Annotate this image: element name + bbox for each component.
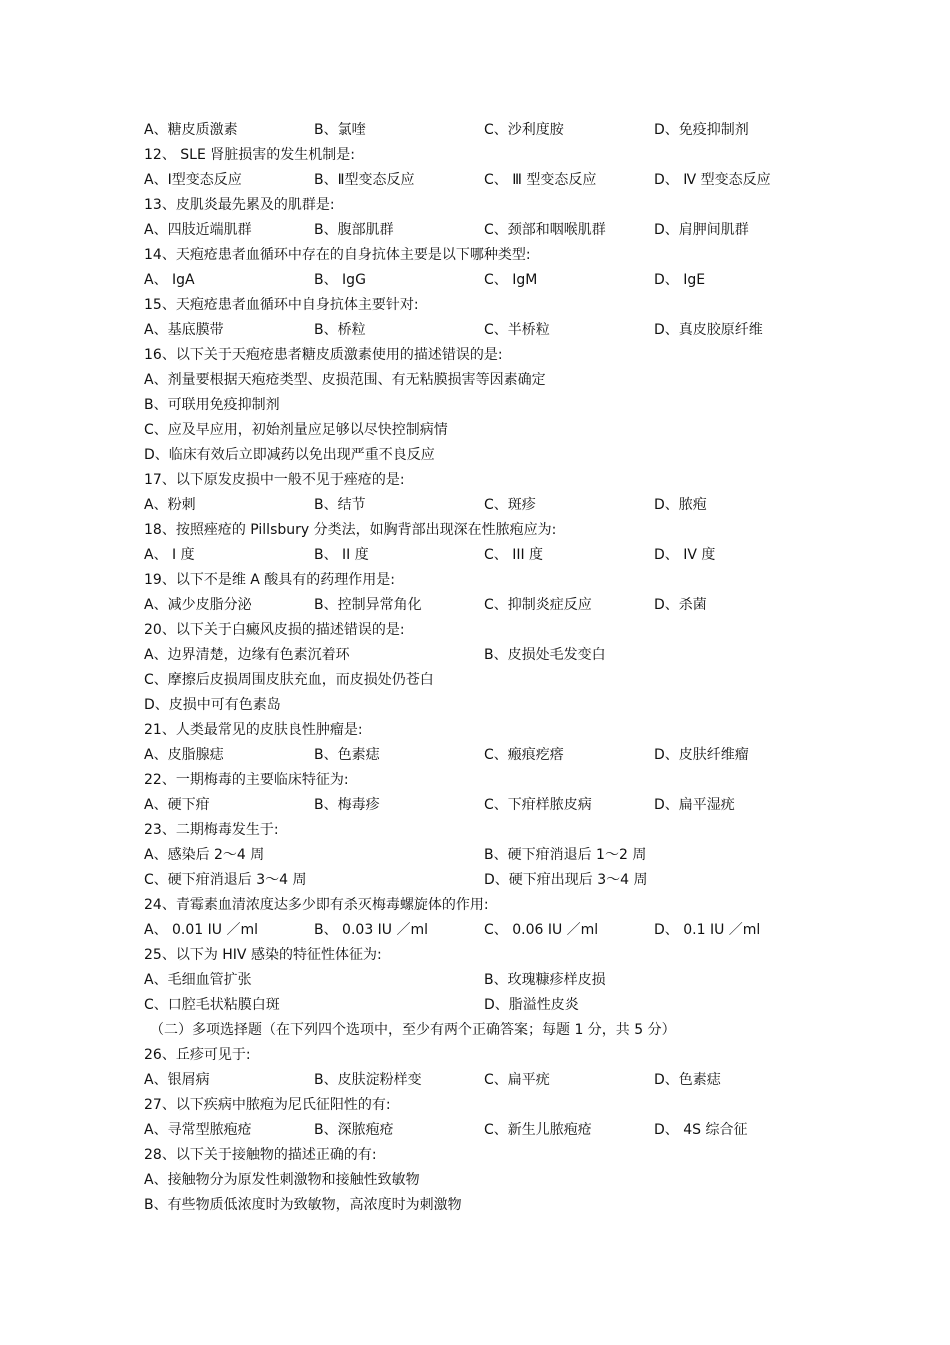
q13-options (144, 218, 844, 243)
q27-stem: 27、以下疾病中脓疱为尼氏征阳性的有: (144, 1097, 391, 1113)
q15-option-a: A、基底膜带 (144, 322, 224, 338)
q17-option-a: A、粉刺 (144, 497, 196, 513)
q19-option-d: D、杀菌 (654, 597, 707, 613)
q19-option-b: B、控制异常角化 (314, 597, 422, 613)
q25-stem: 25、以下为 HIV 感染的特征性体征为: (144, 947, 382, 963)
q18-stem: 18、按照痤疮的 Pillsbury 分类法，如胸背部出现深在性脓疱应为: (144, 522, 557, 538)
q18-option-c: C、 III 度 (484, 547, 544, 563)
q20-option-a: A、边界清楚，边缘有色素沉着环 (144, 647, 350, 663)
q24-option-a: A、 0.01 IU ／ml (144, 922, 259, 938)
q26-option-b: B、皮肤淀粉样变 (314, 1072, 422, 1088)
q26-option-c: C、扁平疣 (484, 1072, 550, 1088)
q11-option-a: A、糖皮质激素 (144, 122, 238, 138)
q20-options-ab (144, 643, 844, 668)
q13-stem: 13、皮肌炎最先累及的肌群是: (144, 197, 335, 213)
q28-stem: 28、以下关于接触物的描述正确的有: (144, 1147, 377, 1163)
q16-option-a: A、剂量要根据天疱疮类型、皮损范围、有无粘膜损害等因素确定 (144, 372, 546, 388)
q12-options (144, 168, 844, 193)
q19-options (144, 593, 844, 618)
q19-stem: 19、以下不是维 A 酸具有的药理作用是: (144, 572, 396, 588)
q14-stem: 14、天疱疮患者血循环中存在的自身抗体主要是以下哪种类型: (144, 247, 531, 263)
q22-option-d: D、扁平湿疣 (654, 797, 735, 813)
q27-option-d: D、 4S 综合征 (654, 1122, 748, 1138)
q25-options-ab (144, 968, 844, 993)
q11-options (144, 118, 844, 143)
q17-stem: 17、以下原发皮损中一般不见于痤疮的是: (144, 472, 405, 488)
q11-option-b: B、氯喹 (314, 122, 366, 138)
q13-option-c: C、颈部和咽喉肌群 (484, 222, 606, 238)
q21-option-d: D、皮肤纤维瘤 (654, 747, 749, 763)
q15-stem: 15、天疱疮患者血循环中自身抗体主要针对: (144, 297, 419, 313)
q22-stem: 22、一期梅毒的主要临床特征为: (144, 772, 349, 788)
q25-options-cd (144, 993, 844, 1018)
q16-option-d: D、临床有效后立即减药以免出现严重不良反应 (144, 447, 435, 463)
q14-option-b: B、 IgG (314, 272, 366, 288)
q22-option-c: C、下疳样脓皮病 (484, 797, 592, 813)
q23-options-cd (144, 868, 844, 893)
q26-option-a: A、银屑病 (144, 1072, 210, 1088)
q26-options (144, 1068, 844, 1093)
q12-option-c: C、 Ⅲ 型变态反应 (484, 172, 597, 188)
q14-option-d: D、 IgE (654, 272, 706, 288)
q13-option-a: A、四肢近端肌群 (144, 222, 252, 238)
q16-stem: 16、以下关于天疱疮患者糖皮质激素使用的描述错误的是: (144, 347, 503, 363)
q20-option-b: B、皮损处毛发变白 (484, 647, 606, 663)
q24-option-c: C、 0.06 IU ／ml (484, 922, 599, 938)
q17-options (144, 493, 844, 518)
q24-option-d: D、 0.1 IU ／ml (654, 922, 761, 938)
q12-option-d: D、 Ⅳ 型变态反应 (654, 172, 771, 188)
q20-option-c: C、摩擦后皮损周围皮肤充血，而皮损处仍苍白 (144, 672, 434, 688)
q23-option-d: D、硬下疳出现后 3～4 周 (484, 872, 648, 888)
q25-option-c: C、口腔毛状粘膜白斑 (144, 997, 280, 1013)
q23-options-ab (144, 843, 844, 868)
q20-stem: 20、以下关于白癜风皮损的描述错误的是: (144, 622, 405, 638)
exam-page (144, 118, 844, 1218)
q16-option-c: C、应及早应用，初始剂量应足够以尽快控制病情 (144, 422, 448, 438)
q21-option-c: C、瘢痕疙瘩 (484, 747, 564, 763)
q15-option-b: B、桥粒 (314, 322, 366, 338)
q14-option-c: C、 IgM (484, 272, 538, 288)
q18-option-a: A、 I 度 (144, 547, 195, 563)
q25-option-b: B、玫瑰糠疹样皮损 (484, 972, 606, 988)
q24-stem: 24、青霉素血清浓度达多少即有杀灭梅毒螺旋体的作用: (144, 897, 489, 913)
q17-option-d: D、脓疱 (654, 497, 707, 513)
q25-option-a: A、毛细血管扩张 (144, 972, 252, 988)
q14-option-a: A、 IgA (144, 272, 195, 288)
q28-option-b: B、有些物质低浓度时为致敏物，高浓度时为刺激物 (144, 1197, 462, 1213)
q14-options (144, 268, 844, 293)
q12-option-b: B、Ⅱ型变态反应 (314, 172, 415, 188)
q13-option-b: B、腹部肌群 (314, 222, 394, 238)
q18-option-b: B、 II 度 (314, 547, 369, 563)
q15-option-d: D、真皮胶原纤维 (654, 322, 763, 338)
q28-option-a: A、接触物分为原发性刺激物和接触性致敏物 (144, 1172, 420, 1188)
q21-options (144, 743, 844, 768)
q20-option-d: D、皮损中可有色素岛 (144, 697, 281, 713)
q27-option-a: A、寻常型脓疱疮 (144, 1122, 252, 1138)
q15-option-c: C、半桥粒 (484, 322, 550, 338)
q27-options (144, 1118, 844, 1143)
q18-options (144, 543, 844, 568)
q26-option-d: D、色素痣 (654, 1072, 721, 1088)
q22-option-b: B、梅毒疹 (314, 797, 380, 813)
q24-options (144, 918, 844, 943)
q16-option-b: B、可联用免疫抑制剂 (144, 397, 280, 413)
q22-option-a: A、硬下疳 (144, 797, 210, 813)
q15-options (144, 318, 844, 343)
q17-option-c: C、斑疹 (484, 497, 536, 513)
q25-option-d: D、脂溢性皮炎 (484, 997, 579, 1013)
q24-option-b: B、 0.03 IU ／ml (314, 922, 429, 938)
q12-option-a: A、Ⅰ型变态反应 (144, 172, 242, 188)
q21-option-b: B、色素痣 (314, 747, 380, 763)
q19-option-c: C、抑制炎症反应 (484, 597, 592, 613)
q26-stem: 26、丘疹可见于: (144, 1047, 251, 1063)
q22-options (144, 793, 844, 818)
q11-option-c: C、沙利度胺 (484, 122, 564, 138)
q17-option-b: B、结节 (314, 497, 366, 513)
q23-option-a: A、感染后 2～4 周 (144, 847, 265, 863)
q21-option-a: A、皮脂腺痣 (144, 747, 224, 763)
q18-option-d: D、 IV 度 (654, 547, 716, 563)
q11-option-d: D、免疫抑制剂 (654, 122, 749, 138)
q23-option-c: C、硬下疳消退后 3～4 周 (144, 872, 307, 888)
section-heading-multiple-choice: （二）多项选择题（在下列四个选项中，至少有两个正确答案；每题 1 分，共 5 分） (150, 1022, 676, 1038)
q12-stem: 12、 SLE 肾脏损害的发生机制是: (144, 147, 355, 163)
q23-option-b: B、硬下疳消退后 1～2 周 (484, 847, 647, 863)
q27-option-c: C、新生儿脓疱疮 (484, 1122, 592, 1138)
q13-option-d: D、肩胛间肌群 (654, 222, 749, 238)
q21-stem: 21、人类最常见的皮肤良性肿瘤是: (144, 722, 363, 738)
q23-stem: 23、二期梅毒发生于: (144, 822, 279, 838)
q19-option-a: A、减少皮脂分泌 (144, 597, 252, 613)
q27-option-b: B、深脓疱疮 (314, 1122, 394, 1138)
